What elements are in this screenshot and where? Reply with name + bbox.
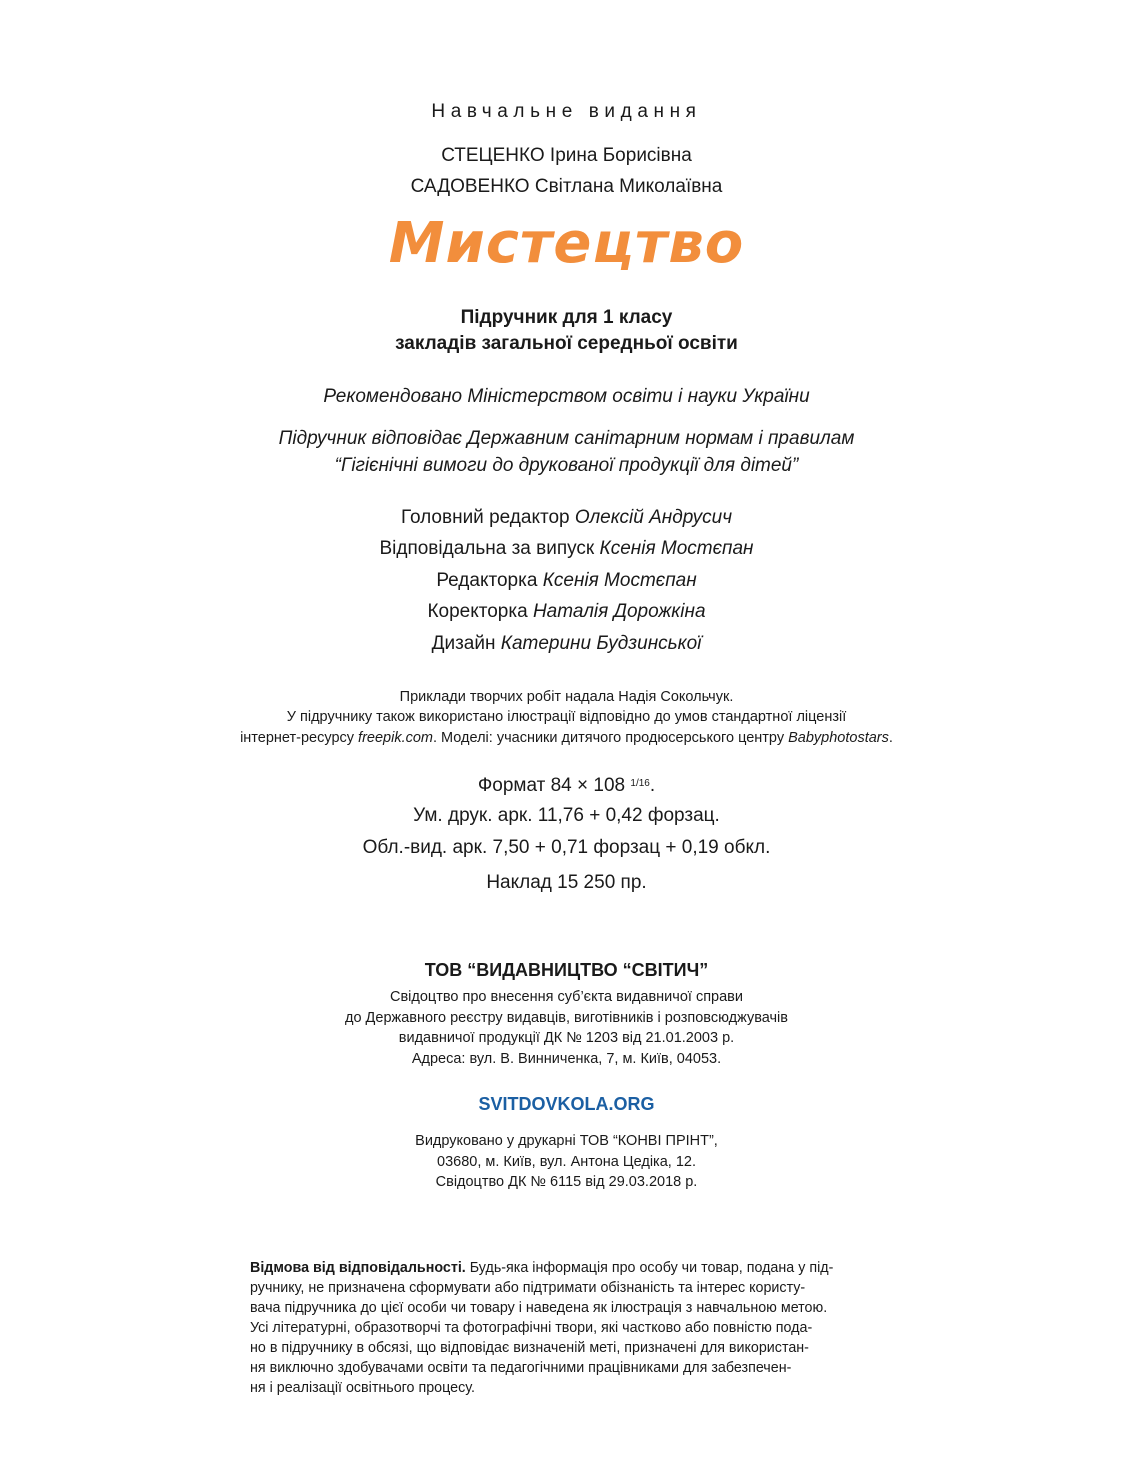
disclaimer-line: ручнику, не призначена сформувати або підтримати обізнаність та інтерес користу- xyxy=(250,1280,806,1296)
staff-name: Катерини Будзинської xyxy=(500,633,702,654)
staff-line xyxy=(0,601,1133,623)
freepik-link: freepik.com xyxy=(358,730,433,746)
sanitary-compliance: “Гігієнічні вимоги до друкованої продукції для дітей” xyxy=(334,455,799,476)
staff-role: Головний редактор xyxy=(400,507,570,528)
credits-text: інтернет-ресурсу xyxy=(240,730,359,746)
credits-line: У підручнику також використано ілюстрації відповідно до умов стандартної ліцензії xyxy=(286,709,847,725)
disclaimer-line: вача підручника до цієї особи чи товару і наведена як ілюстрація з навчальною метою. xyxy=(250,1300,828,1316)
credits-line: Приклади творчих робіт надала Надія Сокольчук. xyxy=(399,689,734,705)
printer-line: 03680, м. Київ, вул. Антона Цедіка, 12. xyxy=(437,1154,696,1170)
staff-line xyxy=(0,633,1133,655)
print-sheets: Ум. друк. арк. 11,76 + 0,42 форзац. xyxy=(413,805,720,826)
format-end: . xyxy=(649,775,656,796)
book-title: Мистецтво xyxy=(388,211,745,276)
staff-role: Відповідальна за випуск xyxy=(379,538,595,559)
babyphotostars-name: Babyphotostars xyxy=(788,730,889,746)
staff-line xyxy=(0,538,1133,560)
publisher-cert-line: видавничої продукції ДК № 1203 від 21.01.2003 р. xyxy=(398,1030,735,1046)
book-subtitle: закладів загальної середньої освіти xyxy=(395,333,738,354)
disclaimer-line: ня виключно здобувачами освіти та педагогічними працівниками для забезпечен- xyxy=(250,1360,792,1376)
author-name: САДОВЕНКО Світлана Миколаївна xyxy=(410,176,723,197)
publisher-address: Адреса: вул. В. Винниченка, 7, м. Київ, 04053. xyxy=(411,1051,722,1067)
staff-name: Ксенія Мостєпан xyxy=(542,570,697,591)
publisher-cert-line: Свідоцтво про внесення суб’єкта видавничої справи xyxy=(389,989,743,1005)
credits-text: . xyxy=(888,730,893,746)
publishing-sheets: Обл.-вид. арк. 7,50 + 0,71 форзац + 0,19 обкл. xyxy=(362,837,771,858)
format-fraction: 1/16 xyxy=(630,778,650,789)
staff-name: Наталія Дорожкіна xyxy=(532,601,706,622)
format-line xyxy=(0,775,1133,797)
website-link[interactable]: SVITDOVKOLA.ORG xyxy=(478,1094,655,1114)
disclaimer-line: Усі літературні, образотворчі та фотографічні твори, які частково або повністю пода- xyxy=(250,1320,813,1336)
staff-role: Редакторка xyxy=(436,570,538,591)
staff-name: Ксенія Мостєпан xyxy=(599,538,754,559)
disclaimer-line: но в підручнику в обсязі, що відповідає визначеній меті, призначені для використан- xyxy=(250,1340,809,1356)
staff-name: Олексій Андрусич xyxy=(574,507,733,528)
disclaimer-line: ня і реалізації освітнього процесу. xyxy=(250,1380,475,1396)
printer-line: Свідоцтво ДК № 6115 від 29.03.2018 р. xyxy=(435,1174,698,1190)
staff-line xyxy=(0,570,1133,592)
edition-type: Навчальне видання xyxy=(431,101,702,122)
sanitary-compliance: Підручник відповідає Державним санітарним нормам і правилам xyxy=(278,428,855,449)
book-subtitle: Підручник для 1 класу xyxy=(460,307,673,328)
staff-line xyxy=(0,507,1133,529)
credits-text: . Моделі: учасники дитячого продюсерського центру xyxy=(433,730,789,746)
publisher-name: ТОВ “ВИДАВНИЦТВО “СВІТИЧ” xyxy=(424,960,709,980)
disclaimer-heading: Відмова від відповідальності. xyxy=(250,1260,466,1276)
ministry-recommendation: Рекомендовано Міністерством освіти і науки України xyxy=(323,386,810,407)
printer-line: Видруковано у друкарні ТОВ “КОНВІ ПРІНТ”, xyxy=(415,1133,718,1149)
credits-line xyxy=(0,730,1133,746)
author-name: СТЕЦЕНКО Ірина Борисівна xyxy=(441,145,692,166)
format-label: Формат 84 × 108 xyxy=(477,775,631,796)
staff-role: Коректорка xyxy=(427,601,528,622)
staff-role: Дизайн xyxy=(431,633,496,654)
publisher-cert-line: до Державного реєстру видавців, виготівників і розповсюджувачів xyxy=(345,1010,788,1026)
print-run: Наклад 15 250 пр. xyxy=(486,872,647,893)
disclaimer-line xyxy=(250,1260,930,1276)
disclaimer-text: Будь-яка інформація про особу чи товар, подана у під- xyxy=(465,1260,834,1276)
